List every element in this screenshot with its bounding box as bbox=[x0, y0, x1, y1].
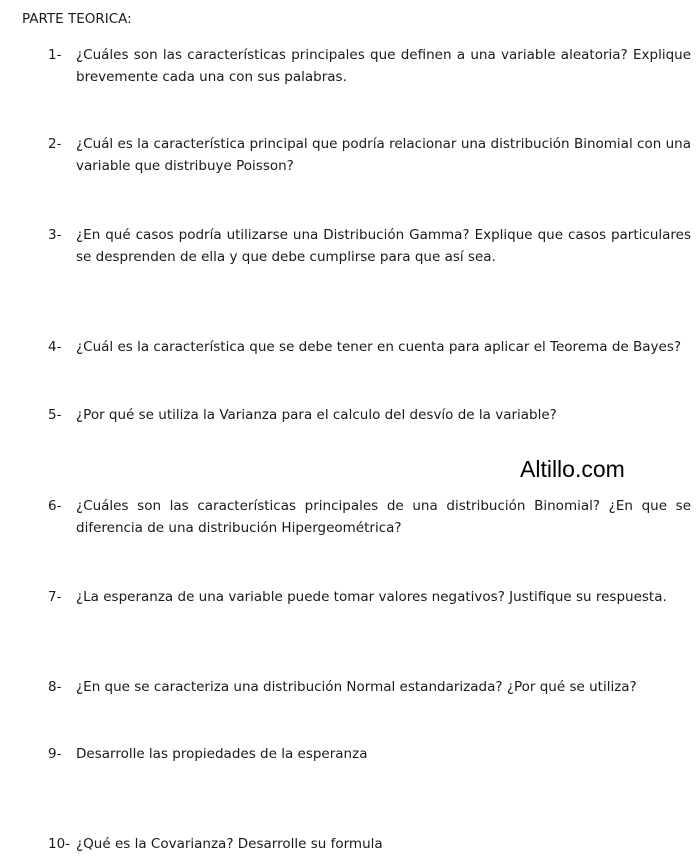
section-heading: PARTE TEORICA: bbox=[22, 11, 132, 27]
question-number: 3- bbox=[48, 227, 62, 243]
question-item bbox=[48, 404, 691, 426]
question-item bbox=[48, 495, 691, 539]
question-item bbox=[48, 586, 691, 608]
question-item bbox=[48, 743, 691, 765]
question-number: 10- bbox=[48, 836, 71, 852]
question-item bbox=[48, 44, 691, 88]
question-text: ¿Cuál es la característica que se debe tener en cuenta para aplicar el Teorema de Bayes? bbox=[76, 339, 682, 355]
question-text: ¿Cuáles son las características principales que definen a una variable aleatoria? Explique brevemente cada una con sus palabras. bbox=[76, 47, 691, 85]
question-number: 7- bbox=[48, 589, 62, 605]
question-text: ¿La esperanza de una variable puede tomar valores negativos? Justifique su respuesta. bbox=[76, 589, 667, 605]
watermark-text: Altillo.com bbox=[520, 456, 625, 482]
question-text: ¿Cuál es la característica principal que podría relacionar una distribución Binomial con una variable que distribuye Poisson? bbox=[76, 136, 691, 174]
question-text: ¿En qué casos podría utilizarse una Distribución Gamma? Explique que casos particulares se desprenden de ella y que debe cumplirse para que así sea. bbox=[76, 227, 691, 265]
question-text: ¿Qué es la Covarianza? Desarrolle su formula bbox=[76, 836, 383, 852]
question-number: 9- bbox=[48, 746, 62, 762]
question-text: ¿Por qué se utiliza la Varianza para el calculo del desvío de la variable? bbox=[76, 407, 557, 423]
question-text: Desarrolle las propiedades de la esperanza bbox=[76, 746, 368, 762]
question-number: 6- bbox=[48, 498, 62, 514]
question-number: 8- bbox=[48, 679, 62, 695]
question-number: 5- bbox=[48, 407, 62, 423]
question-text: ¿En que se caracteriza una distribución Normal estandarizada? ¿Por qué se utiliza? bbox=[76, 679, 637, 695]
question-item bbox=[48, 133, 691, 177]
question-item bbox=[48, 833, 691, 855]
question-text: ¿Cuáles son las características principales de una distribución Binomial? ¿En que se diferencia de una distribución Hipergeométrica? bbox=[76, 498, 691, 536]
question-number: 2- bbox=[48, 136, 62, 152]
question-item bbox=[48, 224, 691, 268]
question-number: 4- bbox=[48, 339, 62, 355]
question-item bbox=[48, 336, 691, 358]
question-number: 1- bbox=[48, 47, 62, 63]
question-item bbox=[48, 676, 691, 698]
